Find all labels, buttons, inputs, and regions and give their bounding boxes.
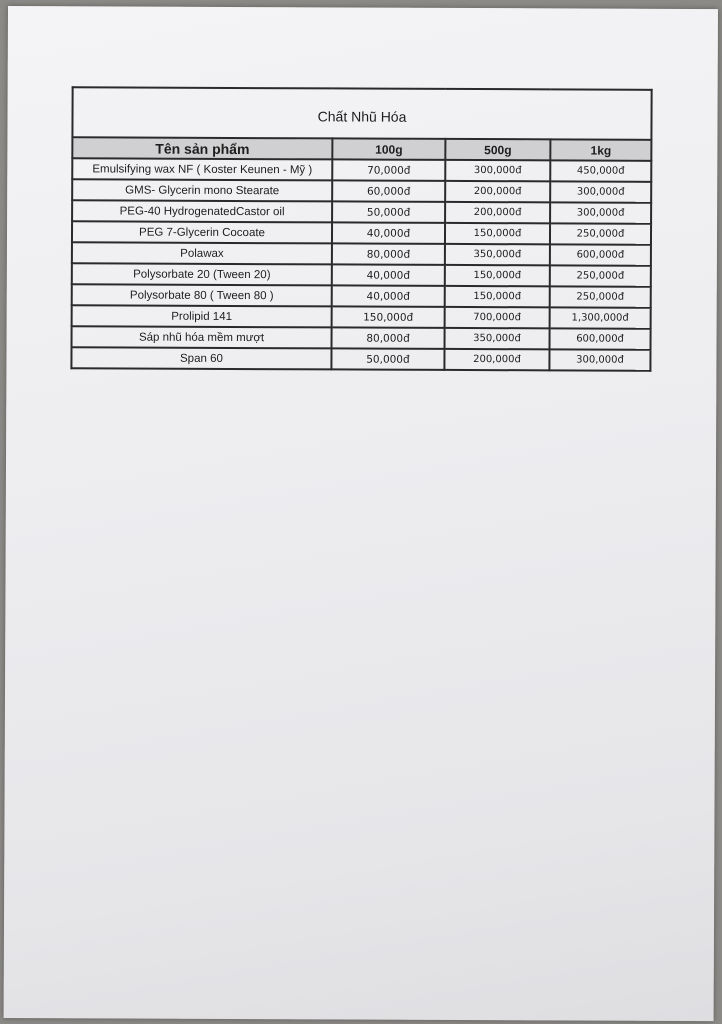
price-1kg-cell: 250,000đ — [550, 286, 651, 307]
price-500g-cell: 150,000đ — [445, 286, 550, 307]
table-row — [71, 347, 650, 371]
price-100g-cell: 60,000đ — [332, 180, 445, 201]
price-100g-cell: 40,000đ — [332, 222, 445, 243]
table-row — [72, 158, 651, 182]
price-500g-cell: 150,000đ — [445, 223, 550, 244]
table-row — [72, 326, 651, 350]
price-100g-cell: 80,000đ — [332, 327, 445, 348]
header-500g: 500g — [445, 139, 550, 160]
price-500g-cell: 150,000đ — [445, 265, 550, 286]
header-100g: 100g — [332, 138, 445, 159]
table-row — [72, 179, 651, 203]
price-1kg-cell: 300,000đ — [550, 181, 651, 202]
price-100g-cell: 50,000đ — [332, 201, 445, 222]
price-1kg-cell: 250,000đ — [550, 223, 651, 244]
price-1kg-cell: 300,000đ — [550, 202, 651, 223]
product-name-cell: Sáp nhũ hóa mềm mượt — [72, 326, 332, 348]
table-row — [72, 221, 651, 245]
product-name-cell: Prolipid 141 — [72, 305, 332, 327]
price-100g-cell: 40,000đ — [332, 264, 445, 285]
product-name-cell: Span 60 — [71, 347, 331, 369]
price-100g-cell: 70,000đ — [332, 159, 445, 180]
price-500g-cell: 350,000đ — [445, 244, 550, 265]
price-100g-cell: 50,000đ — [331, 348, 444, 369]
price-1kg-cell: 600,000đ — [550, 328, 651, 349]
price-500g-cell: 350,000đ — [445, 328, 550, 349]
product-name-cell: Polawax — [72, 242, 332, 264]
product-name-cell: Emulsifying wax NF ( Koster Keunen - Mỹ ) — [72, 158, 332, 180]
product-name-cell: Polysorbate 80 ( Tween 80 ) — [72, 284, 332, 306]
title-row — [72, 87, 651, 140]
price-1kg-cell: 600,000đ — [550, 244, 651, 265]
product-name-cell: GMS- Glycerin mono Stearate — [72, 179, 332, 201]
paper-sheet — [4, 6, 718, 1021]
table-title: Chất Nhũ Hóa — [72, 87, 651, 140]
header-1kg: 1kg — [550, 139, 651, 160]
product-name-cell: PEG 7-Glycerin Cocoate — [72, 221, 332, 243]
header-row — [72, 137, 651, 161]
price-1kg-cell: 1,300,000đ — [550, 307, 651, 328]
price-100g-cell: 150,000đ — [332, 306, 445, 327]
product-name-cell: PEG-40 HydrogenatedCastor oil — [72, 200, 332, 222]
table-row — [72, 263, 651, 287]
product-name-cell: Polysorbate 20 (Tween 20) — [72, 263, 332, 285]
header-product-name: Tên sản phẩm — [72, 137, 332, 159]
price-500g-cell: 300,000đ — [445, 160, 550, 181]
price-table — [70, 86, 652, 372]
price-500g-cell: 700,000đ — [445, 307, 550, 328]
price-1kg-cell: 450,000đ — [550, 160, 651, 181]
price-100g-cell: 40,000đ — [332, 285, 445, 306]
table-body — [71, 158, 651, 371]
table-row — [72, 242, 651, 266]
price-500g-cell: 200,000đ — [445, 181, 550, 202]
price-1kg-cell: 250,000đ — [550, 265, 651, 286]
price-100g-cell: 80,000đ — [332, 243, 445, 264]
price-1kg-cell: 300,000đ — [549, 349, 650, 370]
table-row — [72, 200, 651, 224]
price-500g-cell: 200,000đ — [445, 202, 550, 223]
price-500g-cell: 200,000đ — [444, 349, 549, 370]
table-row — [72, 305, 651, 329]
table-row — [72, 284, 651, 308]
